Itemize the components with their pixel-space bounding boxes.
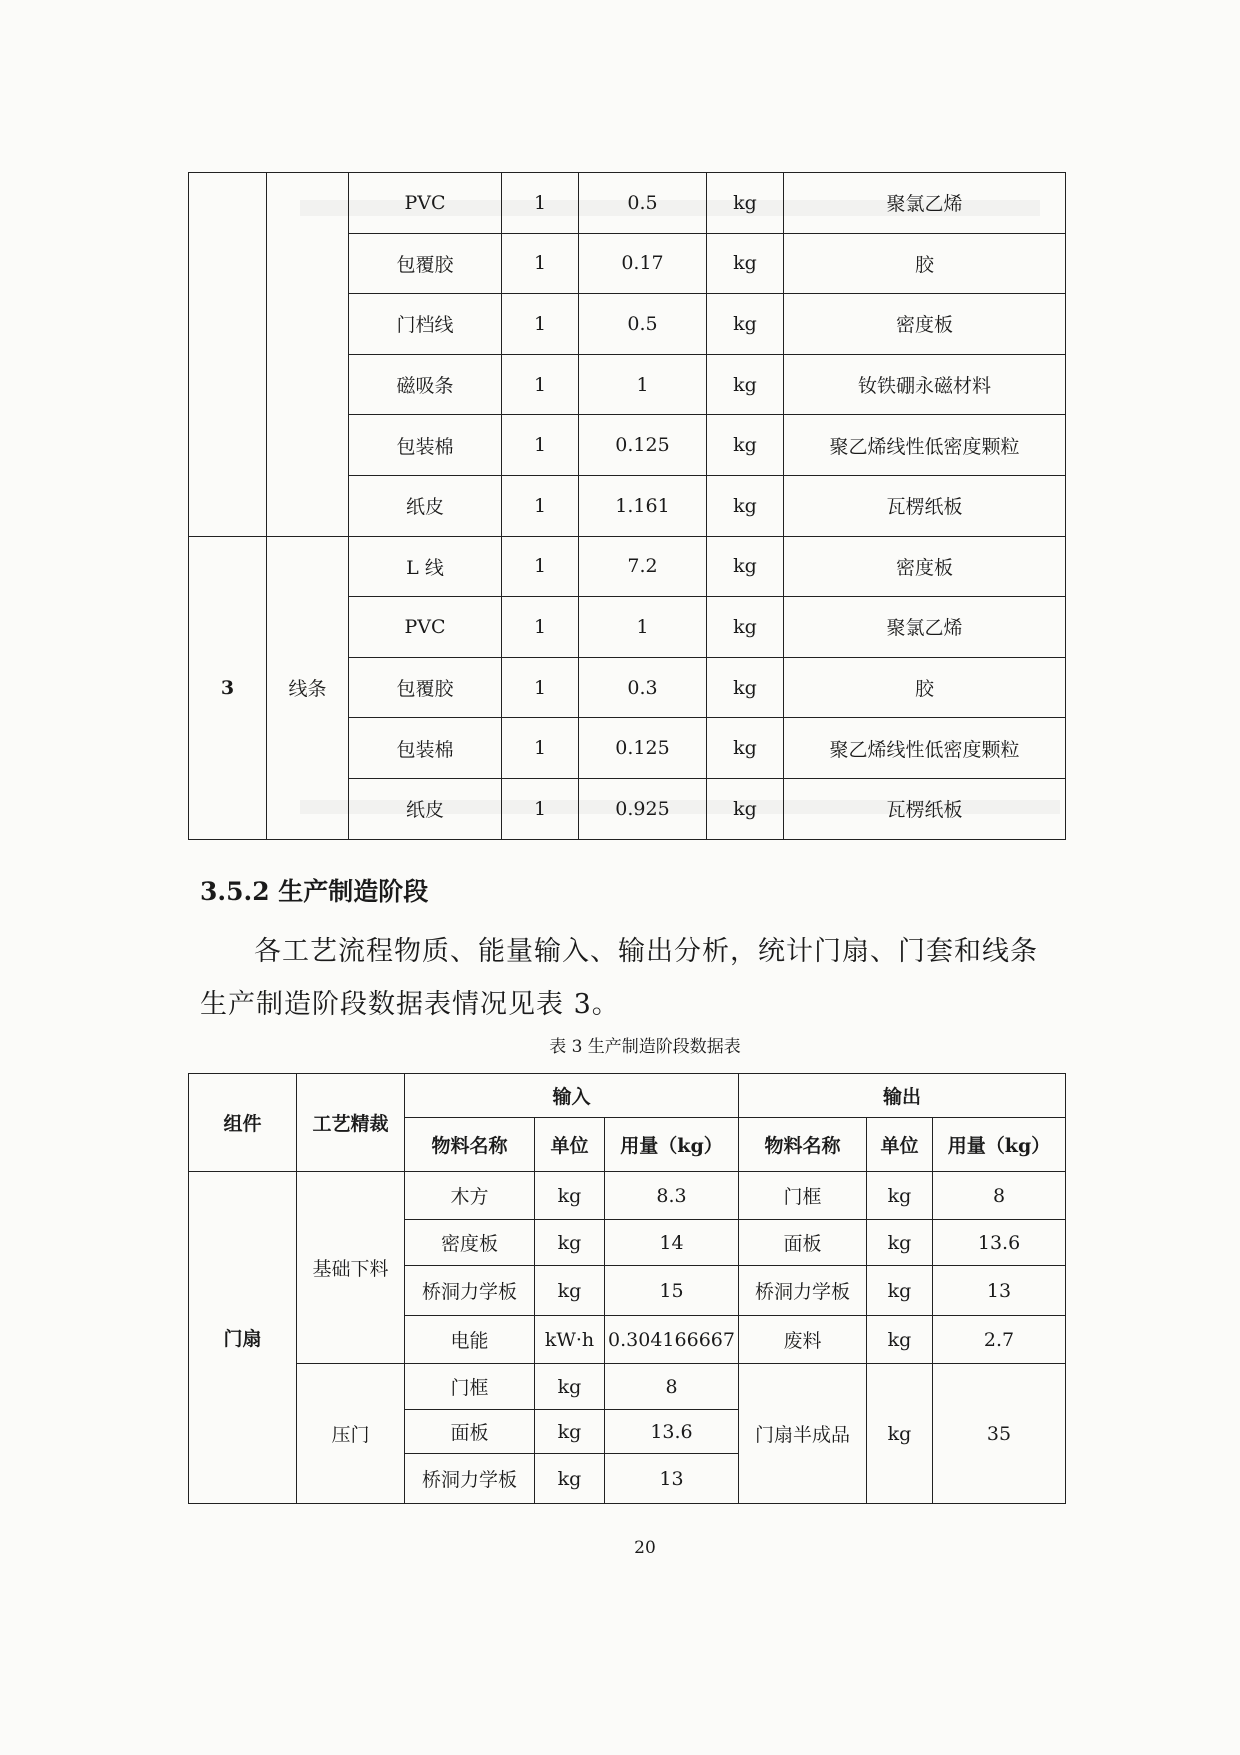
in-unit-cell: kg: [535, 1172, 605, 1220]
unit-cell: kg: [707, 778, 784, 839]
in-amount-cell: 13: [605, 1454, 739, 1504]
qty-cell: 1: [502, 778, 579, 839]
unit-cell: kg: [707, 173, 784, 234]
in-name-cell: 面板: [405, 1410, 535, 1454]
in-name-cell: 电能: [405, 1316, 535, 1364]
in-unit-cell: kg: [535, 1266, 605, 1316]
header-component: 组件: [189, 1074, 297, 1172]
in-name-cell: 桥洞力学板: [405, 1454, 535, 1504]
material-cell: 纸皮: [349, 475, 502, 536]
group-no-cell: 3: [189, 536, 267, 839]
table-row: [189, 1364, 1066, 1410]
composition-cell: 钕铁硼永磁材料: [784, 354, 1066, 415]
qty-cell: 1: [502, 536, 579, 597]
production-table: [188, 1073, 1066, 1504]
in-name-cell: 密度板: [405, 1220, 535, 1266]
unit-cell: kg: [707, 657, 784, 718]
table-row: [189, 173, 1066, 234]
in-amount-cell: 14: [605, 1220, 739, 1266]
in-amount-cell: 15: [605, 1266, 739, 1316]
amount-cell: 1: [579, 354, 707, 415]
amount-cell: 0.125: [579, 718, 707, 779]
unit-cell: kg: [707, 233, 784, 294]
unit-cell: kg: [707, 718, 784, 779]
composition-cell: 聚氯乙烯: [784, 597, 1066, 658]
bom-table: [188, 172, 1066, 840]
qty-cell: 1: [502, 718, 579, 779]
unit-cell: kg: [707, 294, 784, 355]
process-cell: 基础下料: [297, 1172, 405, 1364]
table-caption: 表 3 生产制造阶段数据表: [549, 1037, 741, 1057]
out-unit-cell: kg: [867, 1220, 933, 1266]
out-amount-cell: 35: [933, 1364, 1066, 1504]
qty-cell: 1: [502, 294, 579, 355]
in-unit-cell: kW·h: [535, 1316, 605, 1364]
amount-cell: 1.161: [579, 475, 707, 536]
header-out-unit: 单位: [867, 1118, 933, 1172]
amount-cell: 0.5: [579, 294, 707, 355]
header-in-unit: 单位: [535, 1118, 605, 1172]
amount-cell: 0.3: [579, 657, 707, 718]
unit-cell: kg: [707, 536, 784, 597]
material-cell: L 线: [349, 536, 502, 597]
material-cell: PVC: [349, 597, 502, 658]
out-name-cell: 废料: [739, 1316, 867, 1364]
composition-cell: 瓦楞纸板: [784, 475, 1066, 536]
material-cell: PVC: [349, 173, 502, 234]
header-in-amount: 用量（kg）: [605, 1118, 739, 1172]
in-name-cell: 门框: [405, 1364, 535, 1410]
in-unit-cell: kg: [535, 1364, 605, 1410]
out-unit-cell: kg: [867, 1266, 933, 1316]
material-cell: 包覆胶: [349, 233, 502, 294]
composition-cell: 胶: [784, 657, 1066, 718]
out-name-cell: 桥洞力学板: [739, 1266, 867, 1316]
in-amount-cell: 0.304166667: [605, 1316, 739, 1364]
composition-cell: 聚乙烯线性低密度颗粒: [784, 415, 1066, 476]
in-unit-cell: kg: [535, 1454, 605, 1504]
out-unit-cell: kg: [867, 1364, 933, 1504]
table-row: [189, 1172, 1066, 1220]
header-in-material-name: 物料名称: [405, 1118, 535, 1172]
material-cell: 纸皮: [349, 778, 502, 839]
amount-cell: 0.125: [579, 415, 707, 476]
body-paragraph: 各工艺流程物质、能量输入、输出分析，统计门扇、门套和线条生产制造阶段数据表情况见表 3。: [200, 936, 1038, 1020]
out-unit-cell: kg: [867, 1316, 933, 1364]
out-amount-cell: 13.6: [933, 1220, 1066, 1266]
header-input: 输入: [405, 1074, 739, 1118]
in-unit-cell: kg: [535, 1220, 605, 1266]
group-no-cell: [189, 173, 267, 537]
amount-cell: 7.2: [579, 536, 707, 597]
component-cell: 门扇: [189, 1172, 297, 1504]
qty-cell: 1: [502, 597, 579, 658]
material-cell: 包装棉: [349, 718, 502, 779]
page-number: 20: [634, 1538, 656, 1558]
out-name-cell: 面板: [739, 1220, 867, 1266]
out-name-cell: 门扇半成品: [739, 1364, 867, 1504]
header-process: 工艺精裁: [297, 1074, 405, 1172]
in-amount-cell: 8.3: [605, 1172, 739, 1220]
qty-cell: 1: [502, 475, 579, 536]
in-name-cell: 桥洞力学板: [405, 1266, 535, 1316]
in-unit-cell: kg: [535, 1410, 605, 1454]
unit-cell: kg: [707, 415, 784, 476]
composition-cell: 密度板: [784, 536, 1066, 597]
out-amount-cell: 13: [933, 1266, 1066, 1316]
in-amount-cell: 8: [605, 1364, 739, 1410]
group-name-cell: [267, 173, 349, 537]
section-heading: 3.5.2 生产制造阶段: [200, 877, 429, 906]
composition-cell: 瓦楞纸板: [784, 778, 1066, 839]
header-row: [189, 1074, 1066, 1118]
material-cell: 磁吸条: [349, 354, 502, 415]
in-amount-cell: 13.6: [605, 1410, 739, 1454]
out-name-cell: 门框: [739, 1172, 867, 1220]
unit-cell: kg: [707, 475, 784, 536]
amount-cell: 0.925: [579, 778, 707, 839]
qty-cell: 1: [502, 415, 579, 476]
composition-cell: 胶: [784, 233, 1066, 294]
composition-cell: 聚乙烯线性低密度颗粒: [784, 718, 1066, 779]
group-name-cell: 线条: [267, 536, 349, 839]
in-name-cell: 木方: [405, 1172, 535, 1220]
unit-cell: kg: [707, 354, 784, 415]
process-cell: 压门: [297, 1364, 405, 1504]
qty-cell: 1: [502, 354, 579, 415]
table-row: [189, 536, 1066, 597]
qty-cell: 1: [502, 173, 579, 234]
qty-cell: 1: [502, 657, 579, 718]
out-amount-cell: 8: [933, 1172, 1066, 1220]
material-cell: 包覆胶: [349, 657, 502, 718]
material-cell: 门档线: [349, 294, 502, 355]
amount-cell: 0.17: [579, 233, 707, 294]
composition-cell: 密度板: [784, 294, 1066, 355]
header-out-material-name: 物料名称: [739, 1118, 867, 1172]
out-amount-cell: 2.7: [933, 1316, 1066, 1364]
composition-cell: 聚氯乙烯: [784, 173, 1066, 234]
header-output: 输出: [739, 1074, 1066, 1118]
unit-cell: kg: [707, 597, 784, 658]
amount-cell: 0.5: [579, 173, 707, 234]
out-unit-cell: kg: [867, 1172, 933, 1220]
amount-cell: 1: [579, 597, 707, 658]
material-cell: 包装棉: [349, 415, 502, 476]
header-out-amount: 用量（kg）: [933, 1118, 1066, 1172]
qty-cell: 1: [502, 233, 579, 294]
